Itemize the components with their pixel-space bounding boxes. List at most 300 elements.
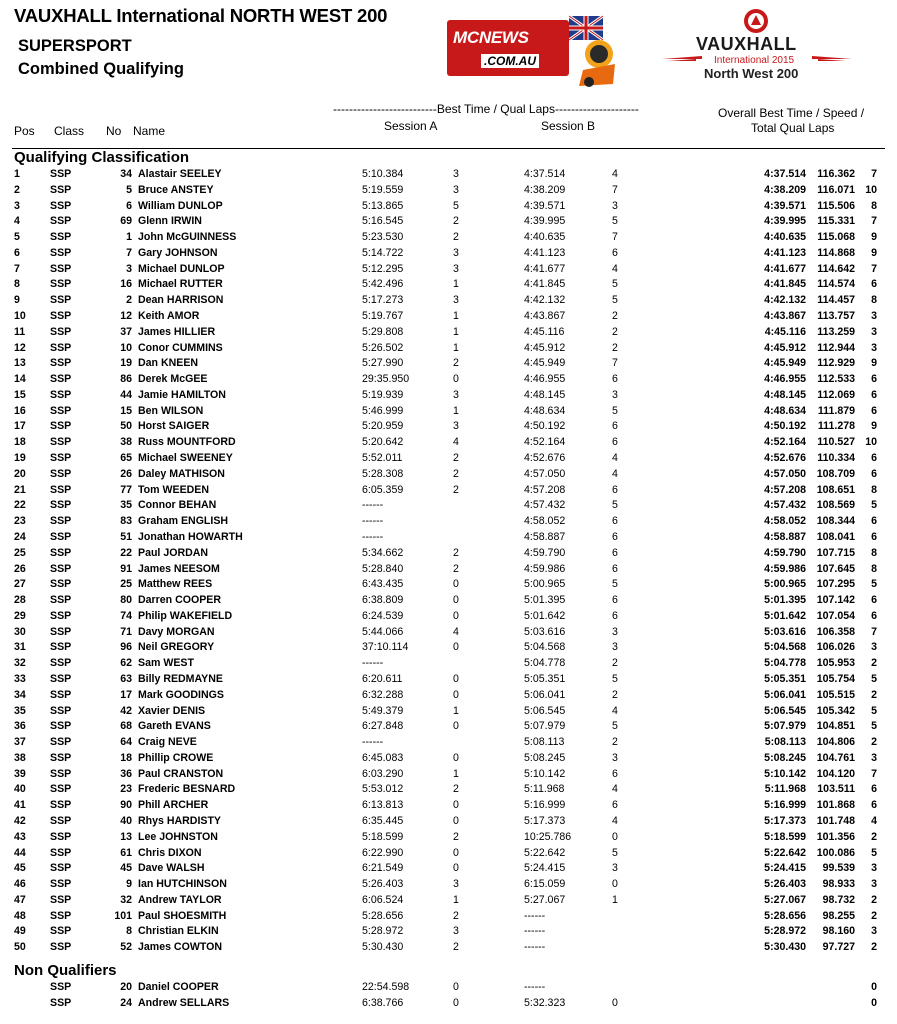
- speed-cell: 101.868: [816, 799, 855, 812]
- pos-cell: 45: [14, 862, 26, 875]
- session-a-laps-cell: 0: [453, 594, 459, 607]
- class-cell: SSP: [50, 846, 72, 859]
- number-cell: 42: [120, 704, 132, 717]
- rider-name-cell: Sam WEST: [138, 657, 194, 670]
- number-cell: 25: [120, 578, 132, 591]
- table-row: [0, 981, 897, 997]
- pos-cell: 17: [14, 420, 26, 433]
- session-b-time-cell: 5:17.373: [524, 814, 566, 827]
- session-b-header: Session B: [541, 119, 596, 133]
- total-laps-cell: 6: [871, 373, 877, 386]
- vauxhall-event-name: North West 200: [704, 66, 799, 81]
- speed-cell: 98.732: [822, 893, 855, 906]
- session-b-laps-cell: 0: [612, 878, 618, 891]
- session-b-laps-cell: 5: [612, 278, 618, 291]
- session-a-laps-cell: 1: [453, 310, 459, 323]
- session-b-time-cell: 5:00.965: [524, 578, 566, 591]
- class-cell: SSP: [50, 231, 72, 244]
- pos-cell: 39: [14, 767, 26, 780]
- table-row: [0, 499, 897, 515]
- best-time-cell: 4:37.514: [764, 168, 806, 180]
- pos-cell: 41: [14, 799, 26, 812]
- speed-cell: 116.071: [817, 183, 855, 196]
- session-b-time-cell: 4:45.912: [524, 341, 566, 354]
- session-b-laps-cell: 5: [612, 294, 618, 307]
- session-b-time-cell: 4:59.986: [524, 562, 566, 575]
- number-cell: 10: [120, 341, 132, 354]
- session-a-time-cell: 5:28.840: [362, 562, 404, 575]
- rider-name-cell: Michael SWEENEY: [138, 452, 233, 465]
- class-cell: SSP: [50, 262, 72, 275]
- vauxhall-word: VAUXHALL: [696, 34, 797, 54]
- session-a-time-cell: 6:38.766: [362, 996, 404, 1009]
- rider-name-cell: Davy MORGAN: [138, 625, 215, 638]
- session-a-laps-cell: 1: [453, 278, 459, 291]
- session-a-laps-cell: 5: [453, 199, 459, 212]
- class-cell: SSP: [50, 893, 72, 906]
- best-time-cell: 4:41.845: [764, 278, 806, 291]
- session-a-time-cell: 5:23.530: [362, 231, 404, 244]
- session-a-laps-cell: 2: [453, 830, 459, 843]
- speed-cell: 114.574: [817, 278, 855, 291]
- number-cell: 71: [120, 625, 132, 638]
- speed-cell: 112.944: [817, 341, 855, 354]
- session-a-laps-cell: 2: [453, 215, 459, 228]
- table-row: [0, 925, 897, 941]
- session-a-laps-cell: 0: [453, 814, 459, 827]
- class-cell: SSP: [50, 736, 72, 749]
- table-row: [0, 705, 897, 721]
- session-b-laps-cell: 6: [612, 246, 618, 259]
- best-time-cell: 5:04.778: [764, 657, 806, 670]
- pos-cell: 2: [14, 183, 20, 196]
- speed-cell: 100.086: [816, 846, 855, 859]
- session-b-time-cell: 4:46.955: [524, 373, 566, 386]
- best-time-cell: 5:04.568: [764, 641, 806, 654]
- number-cell: 91: [120, 562, 132, 575]
- rider-name-cell: Daniel COOPER: [138, 981, 219, 993]
- speed-cell: 107.645: [816, 562, 855, 575]
- rider-name-cell: James HILLIER: [138, 325, 216, 338]
- session-b-time-cell: 4:57.208: [524, 483, 566, 496]
- total-laps-cell: 9: [871, 357, 877, 370]
- best-time-cell: 4:57.050: [764, 467, 806, 480]
- session-b-laps-cell: 6: [612, 546, 618, 559]
- class-cell: SSP: [50, 981, 72, 993]
- session-b-time-cell: 5:01.395: [524, 594, 566, 607]
- session-b-laps-cell: 5: [612, 672, 618, 685]
- session-b-laps-cell: 4: [612, 168, 618, 180]
- session-a-laps-cell: 4: [453, 625, 459, 638]
- qualifying-section-title: Qualifying Classification: [14, 149, 190, 166]
- number-cell: 34: [120, 168, 132, 180]
- session-a-time-cell: 5:17.273: [362, 294, 404, 307]
- rider-name-cell: John McGUINNESS: [138, 231, 237, 244]
- session-b-laps-cell: 4: [612, 704, 618, 717]
- session-b-time-cell: 5:10.142: [524, 767, 566, 780]
- table-row: [0, 720, 897, 736]
- session-a-time-cell: ------: [362, 499, 384, 512]
- session-a-laps-cell: 0: [453, 981, 459, 993]
- session-a-time-cell: 5:29.808: [362, 325, 404, 338]
- number-cell: 16: [120, 278, 132, 291]
- class-cell: SSP: [50, 467, 72, 480]
- session-b-laps-cell: 5: [612, 578, 618, 591]
- number-cell: 18: [120, 751, 132, 764]
- speed-cell: 112.533: [817, 373, 855, 386]
- best-time-cell: 4:58.052: [764, 515, 806, 528]
- session-a-time-cell: 6:20.611: [362, 672, 403, 685]
- session-a-time-cell: 5:20.642: [362, 436, 404, 449]
- rider-name-cell: Gareth EVANS: [138, 720, 211, 733]
- rider-name-cell: Dave WALSH: [138, 862, 205, 875]
- pos-cell: 36: [14, 720, 26, 733]
- session-a-laps-cell: 0: [453, 578, 459, 591]
- session-a-laps-cell: 3: [453, 388, 459, 401]
- best-time-cell: 5:28.972: [764, 925, 806, 938]
- number-cell: 40: [120, 814, 132, 827]
- best-time-cell: 5:18.599: [764, 830, 806, 843]
- table-row: [0, 910, 897, 926]
- rider-name-cell: Horst SAIGER: [138, 420, 210, 433]
- session-a-laps-cell: 3: [453, 183, 459, 196]
- class-cell: SSP: [50, 341, 72, 354]
- best-time-cell: 5:16.999: [764, 799, 806, 812]
- total-laps-cell: 5: [871, 704, 877, 717]
- number-cell: 44: [120, 388, 132, 401]
- class-cell: SSP: [50, 357, 72, 370]
- pos-cell: 42: [14, 814, 26, 827]
- session-b-laps-cell: 6: [612, 767, 618, 780]
- best-time-cell: 5:10.142: [764, 767, 806, 780]
- session-a-laps-cell: 2: [453, 483, 459, 496]
- session-a-laps-cell: 1: [453, 341, 459, 354]
- session-b-time-cell: 5:07.979: [524, 720, 566, 733]
- pos-header: Pos: [14, 124, 35, 138]
- pos-cell: 19: [14, 452, 26, 465]
- total-laps-cell: 2: [871, 909, 877, 922]
- number-cell: 6: [126, 199, 132, 212]
- session-b-time-cell: 4:48.145: [524, 388, 566, 401]
- number-cell: 68: [120, 720, 132, 733]
- session-a-time-cell: 5:46.999: [362, 404, 404, 417]
- class-cell: SSP: [50, 688, 72, 701]
- session-a-time-cell: 5:28.972: [362, 925, 404, 938]
- table-row: [0, 294, 897, 310]
- number-cell: 19: [120, 357, 132, 370]
- session-b-laps-cell: 7: [612, 231, 618, 244]
- table-row: [0, 484, 897, 500]
- session-b-laps-cell: 3: [612, 641, 618, 654]
- session-b-laps-cell: 5: [612, 404, 618, 417]
- table-row: [0, 247, 897, 263]
- best-time-cell: 4:43.867: [764, 310, 806, 323]
- session-a-time-cell: 5:34.662: [362, 546, 404, 559]
- speed-cell: 110.334: [817, 452, 855, 465]
- session-a-time-cell: 37:10.114: [362, 641, 409, 654]
- table-row: [0, 894, 897, 910]
- session-b-time-cell: 4:41.123: [524, 246, 566, 259]
- pos-cell: 29: [14, 609, 26, 622]
- best-time-cell: 4:57.432: [764, 499, 806, 512]
- pos-cell: 37: [14, 736, 26, 749]
- session-a-time-cell: 5:53.012: [362, 783, 404, 796]
- speed-cell: 115.068: [817, 231, 855, 244]
- rider-name-cell: Derek McGEE: [138, 373, 208, 386]
- table-row: [0, 405, 897, 421]
- best-time-cell: 4:52.164: [764, 436, 806, 449]
- pos-cell: 43: [14, 830, 26, 843]
- session-a-time-cell: ------: [362, 736, 384, 749]
- pos-cell: 22: [14, 499, 26, 512]
- session-b-laps-cell: 7: [612, 183, 618, 196]
- total-laps-cell: 6: [871, 609, 877, 622]
- session-b-time-cell: 4:57.050: [524, 467, 566, 480]
- pos-cell: 46: [14, 878, 26, 891]
- class-cell: SSP: [50, 278, 72, 291]
- table-row: [0, 231, 897, 247]
- pos-cell: 38: [14, 751, 26, 764]
- session-b-laps-cell: 5: [612, 720, 618, 733]
- total-laps-cell: 6: [871, 452, 877, 465]
- session-a-time-cell: 6:24.539: [362, 609, 404, 622]
- number-cell: 7: [126, 246, 132, 259]
- speed-cell: 105.953: [816, 657, 855, 670]
- pos-cell: 3: [14, 199, 20, 212]
- best-time-cell: 5:17.373: [764, 814, 806, 827]
- pos-cell: 18: [14, 436, 26, 449]
- rider-name-cell: Frederic BESNARD: [138, 783, 236, 796]
- speed-cell: 101.748: [816, 814, 855, 827]
- session-a-time-cell: 5:19.559: [362, 183, 404, 196]
- number-cell: 101: [114, 909, 132, 922]
- speed-cell: 108.651: [816, 483, 855, 496]
- session-a-time-cell: 5:20.959: [362, 420, 404, 433]
- session-b-laps-cell: 2: [612, 657, 618, 670]
- number-cell: 36: [120, 767, 132, 780]
- session-b-time-cell: 4:43.867: [524, 310, 566, 323]
- rider-name-cell: James NEESOM: [138, 562, 220, 575]
- class-cell: SSP: [50, 594, 72, 607]
- session-b-time-cell: 6:15.059: [524, 878, 566, 891]
- session-b-laps-cell: 2: [612, 325, 618, 338]
- number-cell: 24: [120, 996, 132, 1009]
- session-b-time-cell: 5:11.968: [524, 783, 565, 796]
- speed-cell: 105.342: [816, 704, 855, 717]
- session-b-time-cell: ------: [524, 981, 546, 993]
- rider-name-cell: Daley MATHISON: [138, 467, 225, 480]
- total-laps-cell: 3: [871, 341, 877, 354]
- total-laps-cell: 2: [871, 736, 877, 749]
- session-b-time-cell: 5:03.616: [524, 625, 566, 638]
- session-b-time-cell: 5:06.545: [524, 704, 566, 717]
- session-a-laps-cell: 2: [453, 909, 459, 922]
- number-cell: 9: [126, 878, 132, 891]
- rider-name-cell: Paul CRANSTON: [138, 767, 224, 780]
- speed-cell: 115.506: [817, 199, 855, 212]
- number-cell: 45: [120, 862, 132, 875]
- rider-name-cell: Andrew SELLARS: [138, 996, 230, 1009]
- class-cell: SSP: [50, 168, 72, 180]
- number-cell: 90: [120, 799, 132, 812]
- number-cell: 64: [120, 736, 132, 749]
- rider-name-cell: Glenn IRWIN: [138, 215, 202, 228]
- session-b-laps-cell: 4: [612, 467, 618, 480]
- rider-name-cell: Gary JOHNSON: [138, 246, 218, 259]
- best-time-cell: 5:26.403: [764, 878, 806, 891]
- session-a-time-cell: 5:18.599: [362, 830, 404, 843]
- session-b-laps-cell: 6: [612, 562, 618, 575]
- speed-cell: 114.642: [817, 262, 855, 275]
- class-cell: SSP: [50, 436, 72, 449]
- speed-cell: 105.754: [816, 672, 855, 685]
- total-laps-cell: 6: [871, 783, 877, 796]
- session-b-time-cell: 4:37.514: [524, 168, 566, 180]
- best-time-cell: 4:39.571: [764, 199, 806, 212]
- speed-cell: 116.362: [817, 168, 855, 180]
- table-row: [0, 626, 897, 642]
- session-b-laps-cell: 4: [612, 262, 618, 275]
- pos-cell: 35: [14, 704, 26, 717]
- pos-cell: 7: [14, 262, 20, 275]
- best-time-cell: 5:03.616: [764, 625, 806, 638]
- session-a-laps-cell: 1: [453, 404, 459, 417]
- session-a-laps-cell: 3: [453, 925, 459, 938]
- speed-cell: 114.868: [817, 246, 855, 259]
- pos-cell: 26: [14, 562, 26, 575]
- total-laps-cell: 3: [871, 641, 877, 654]
- total-laps-cell: 9: [871, 246, 877, 259]
- best-time-cell: 4:58.887: [764, 530, 806, 543]
- table-row: [0, 326, 897, 342]
- rider-name-cell: Russ MOUNTFORD: [138, 436, 236, 449]
- table-row: [0, 168, 897, 184]
- pos-cell: 14: [14, 373, 26, 386]
- best-time-cell: 5:07.979: [764, 720, 806, 733]
- number-cell: 83: [120, 515, 132, 528]
- class-cell: SSP: [50, 452, 72, 465]
- pos-cell: 33: [14, 672, 26, 685]
- mcnews-logo-domain: .COM.AU: [481, 54, 539, 68]
- speed-cell: 97.727: [822, 941, 855, 954]
- best-time-cell: 5:01.642: [764, 609, 806, 622]
- total-laps-cell: 9: [871, 420, 877, 433]
- speed-cell: 111.278: [817, 420, 855, 433]
- pos-cell: 40: [14, 783, 26, 796]
- speed-cell: 103.511: [817, 783, 855, 796]
- best-time-cell: 5:00.965: [764, 578, 806, 591]
- table-row: [0, 768, 897, 784]
- rider-name-cell: Bruce ANSTEY: [138, 183, 214, 196]
- session-a-laps-cell: 2: [453, 562, 459, 575]
- session-a-laps-cell: 1: [453, 325, 459, 338]
- session-a-time-cell: 5:26.502: [362, 341, 404, 354]
- session-b-laps-cell: 3: [612, 388, 618, 401]
- table-row: [0, 515, 897, 531]
- table-row: [0, 878, 897, 894]
- best-time-cell: 5:06.545: [764, 704, 806, 717]
- rider-name-cell: Phill ARCHER: [138, 799, 209, 812]
- number-cell: 62: [120, 657, 132, 670]
- class-cell: SSP: [50, 499, 72, 512]
- rider-name-cell: Keith AMOR: [138, 310, 200, 323]
- rider-name-cell: Tom WEEDEN: [138, 483, 210, 496]
- session-b-time-cell: 5:16.999: [524, 799, 566, 812]
- total-laps-cell: 3: [871, 878, 877, 891]
- session-b-time-cell: ------: [524, 925, 546, 938]
- session-b-time-cell: 4:38.209: [524, 183, 566, 196]
- class-cell: SSP: [50, 814, 72, 827]
- best-time-cell: 5:28.656: [764, 909, 806, 922]
- total-laps-cell: 5: [871, 672, 877, 685]
- pos-cell: 21: [14, 483, 26, 496]
- session-b-laps-cell: 6: [612, 609, 618, 622]
- class-cell: SSP: [50, 941, 72, 954]
- pos-cell: 50: [14, 941, 26, 954]
- table-row: [0, 578, 897, 594]
- session-a-laps-cell: 2: [453, 546, 459, 559]
- session-b-time-cell: 4:39.995: [524, 215, 566, 228]
- best-time-cell: 4:41.123: [764, 246, 806, 259]
- speed-cell: 112.069: [817, 388, 855, 401]
- total-laps-cell: 6: [871, 467, 877, 480]
- session-b-time-cell: 4:42.132: [524, 294, 566, 307]
- best-time-cell: 4:50.192: [764, 420, 806, 433]
- table-row: [0, 657, 897, 673]
- session-a-laps-cell: 1: [453, 767, 459, 780]
- rider-name-cell: Conor CUMMINS: [138, 341, 223, 354]
- session-a-laps-cell: 3: [453, 420, 459, 433]
- session-b-laps-cell: 6: [612, 420, 618, 433]
- best-time-cell: 4:46.955: [764, 373, 806, 386]
- rider-name-cell: William DUNLOP: [138, 199, 223, 212]
- speed-cell: 104.851: [816, 720, 855, 733]
- class-cell: SSP: [50, 799, 72, 812]
- session-b-time-cell: 4:48.634: [524, 404, 566, 417]
- table-row: [0, 831, 897, 847]
- speed-cell: 108.041: [816, 530, 855, 543]
- best-time-cell: 4:45.949: [764, 357, 806, 370]
- number-cell: 96: [120, 641, 132, 654]
- total-laps-cell: 7: [871, 767, 877, 780]
- session-a-laps-cell: 0: [453, 799, 459, 812]
- class-cell: SSP: [50, 483, 72, 496]
- session-title: Combined Qualifying: [18, 60, 184, 78]
- class-cell: SSP: [50, 862, 72, 875]
- session-a-laps-cell: 2: [453, 231, 459, 244]
- best-time-cell: 4:59.790: [764, 546, 806, 559]
- table-row: [0, 452, 897, 468]
- total-laps-cell: 8: [871, 483, 877, 496]
- best-time-cell: 4:48.634: [764, 404, 806, 417]
- session-a-laps-cell: 0: [453, 688, 459, 701]
- pos-cell: 48: [14, 909, 26, 922]
- session-a-laps-cell: 0: [453, 373, 459, 386]
- session-b-laps-cell: 7: [612, 357, 618, 370]
- session-a-laps-cell: 0: [453, 720, 459, 733]
- session-a-time-cell: 6:38.809: [362, 594, 404, 607]
- total-laps-cell: 2: [871, 941, 877, 954]
- table-row: [0, 847, 897, 863]
- pos-cell: 34: [14, 688, 26, 701]
- session-a-header: Session A: [384, 119, 438, 133]
- class-header: Class: [54, 124, 85, 138]
- speed-cell: 98.933: [822, 878, 855, 891]
- session-a-laps-cell: 1: [453, 704, 459, 717]
- session-b-laps-cell: 6: [612, 515, 618, 528]
- class-cell: SSP: [50, 996, 72, 1009]
- number-cell: 51: [120, 530, 132, 543]
